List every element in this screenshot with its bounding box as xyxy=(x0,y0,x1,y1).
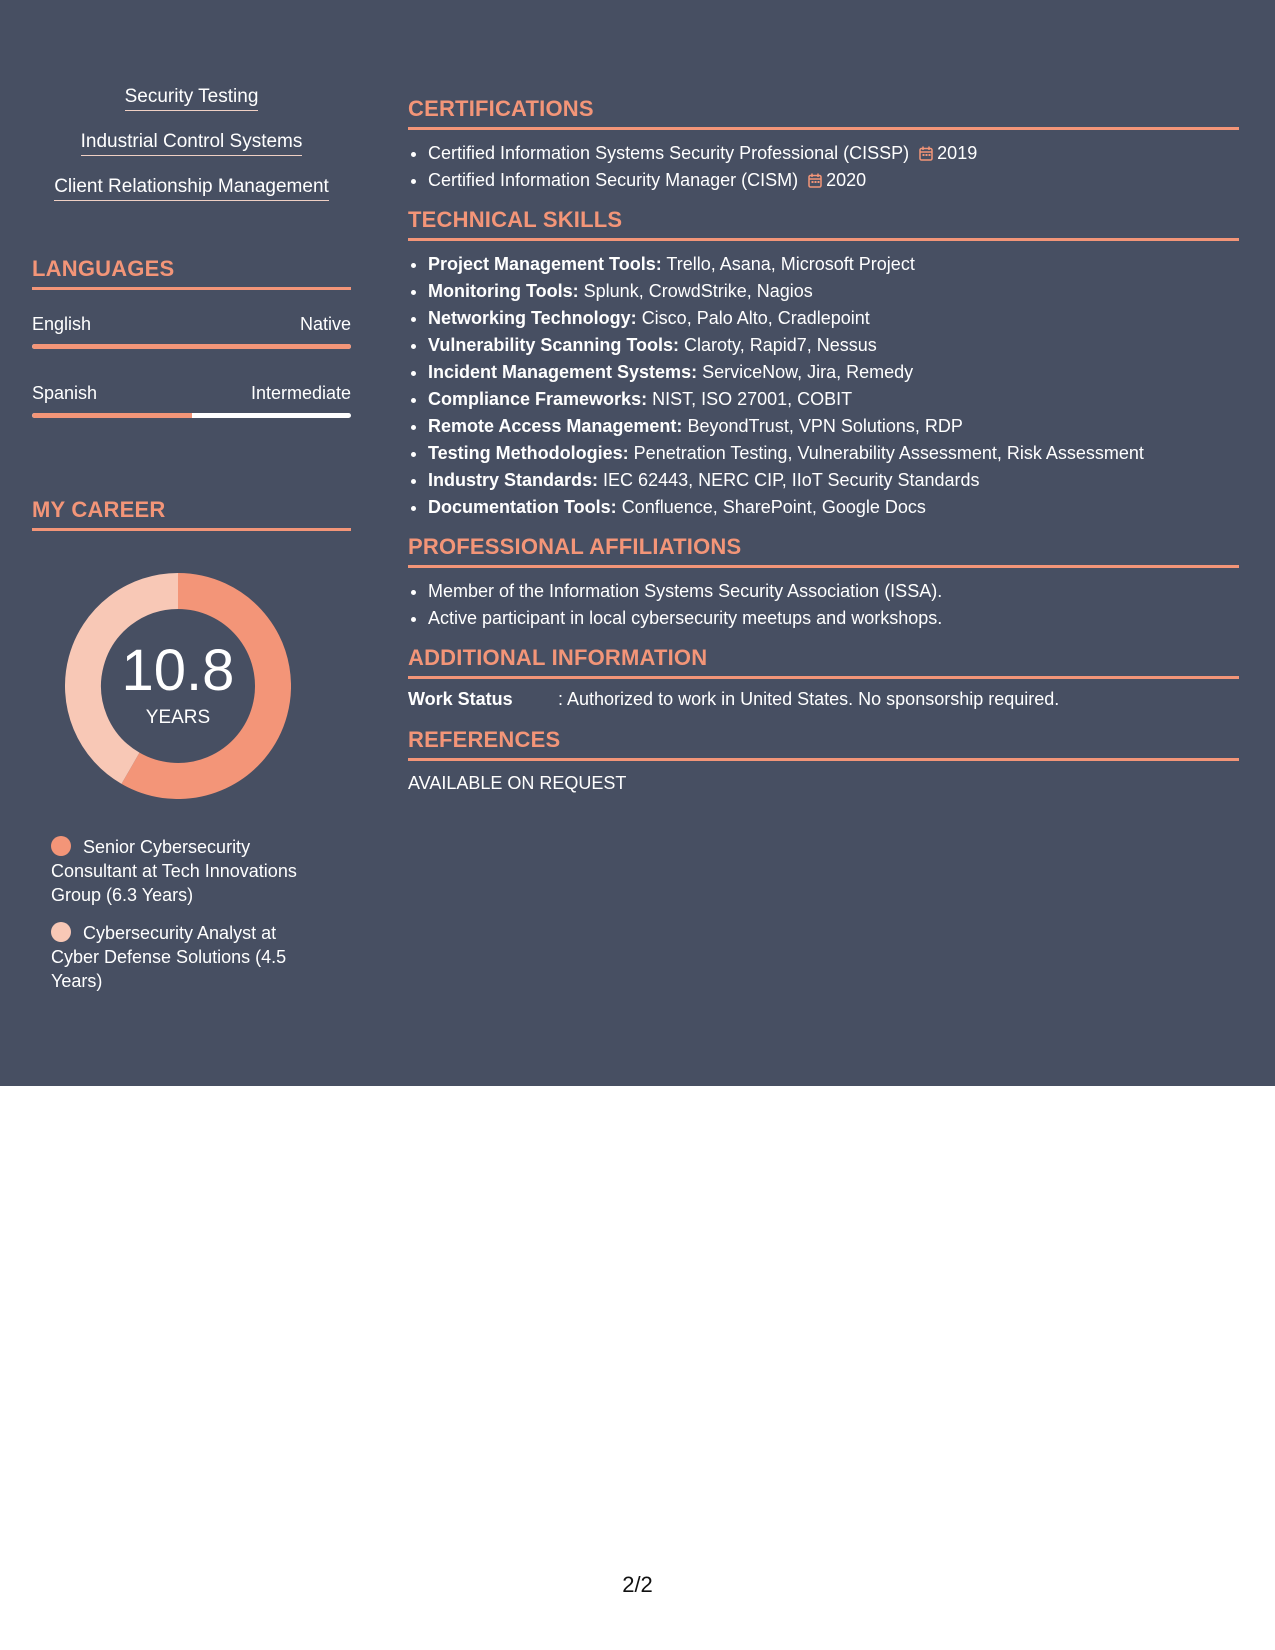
certifications-section xyxy=(408,96,1239,194)
technical-skill-item xyxy=(428,386,1239,413)
skill-tag: Security Testing xyxy=(125,86,259,111)
certification-name: Certified Information Systems Security Professional (CISSP) xyxy=(428,143,910,163)
skill-value: ServiceNow, Jira, Remedy xyxy=(702,362,914,382)
language-bar xyxy=(32,413,351,418)
career-total: 10.8 xyxy=(121,638,235,703)
calendar-icon xyxy=(808,173,822,188)
work-status-label: Work Status xyxy=(408,689,513,709)
technical-skill-item xyxy=(428,251,1239,278)
skill-label: Vulnerability Scanning Tools: xyxy=(428,335,680,355)
language-bar-fill xyxy=(32,413,192,418)
references-title: REFERENCES xyxy=(408,727,1239,761)
languages-section xyxy=(32,256,351,403)
skill-tags xyxy=(32,86,351,221)
legend-dot xyxy=(51,922,71,942)
language-bar-fill xyxy=(32,344,351,349)
skill-label: Remote Access Management: xyxy=(428,416,683,436)
skill-tag: Client Relationship Management xyxy=(54,176,329,201)
work-status-row xyxy=(408,689,1239,713)
skill-value: Confluence, SharePoint, Google Docs xyxy=(621,497,926,517)
certification-item xyxy=(428,167,1239,194)
additional-info-title: ADDITIONAL INFORMATION xyxy=(408,645,1239,679)
skill-value: IEC 62443, NERC CIP, IIoT Security Standards xyxy=(603,470,980,490)
technical-skill-item xyxy=(428,305,1239,332)
certification-year: 2020 xyxy=(826,170,867,190)
skill-value: Trello, Asana, Microsoft Project xyxy=(666,254,915,274)
career-section xyxy=(32,497,351,991)
language-level: Native xyxy=(299,314,351,334)
certification-name: Certified Information Security Manager (CISM) xyxy=(428,170,799,190)
technical-skills-section xyxy=(408,207,1239,521)
affiliations-title: PROFESSIONAL AFFILIATIONS xyxy=(408,534,1239,568)
affiliations-section xyxy=(408,534,1239,632)
skill-value: Penetration Testing, Vulnerability Assessment, Risk Assessment xyxy=(633,443,1144,463)
calendar-icon xyxy=(919,146,933,161)
legend-label: Senior Cybersecurity Consultant at Tech Innovations Group (6.3 Years) xyxy=(51,837,297,905)
references-value: AVAILABLE ON REQUEST xyxy=(408,773,627,793)
technical-skill-item xyxy=(428,467,1239,494)
technical-skills-title: TECHNICAL SKILLS xyxy=(408,207,1239,241)
technical-skill-item xyxy=(428,413,1239,440)
technical-skills-list xyxy=(408,251,1239,521)
affiliation-item: • Active participant in local cybersecurity meetups and workshops. xyxy=(428,605,1239,632)
additional-info-section xyxy=(408,645,1239,713)
career-legend-item xyxy=(51,835,321,907)
technical-skill-item xyxy=(428,494,1239,521)
career-donut-label xyxy=(65,573,291,799)
skill-label: Compliance Frameworks: xyxy=(428,389,648,409)
language-bar xyxy=(32,344,351,349)
certification-year: 2019 xyxy=(937,143,978,163)
language-level: Intermediate xyxy=(250,383,351,403)
languages-title: LANGUAGES xyxy=(32,256,351,290)
skill-label: Networking Technology: xyxy=(428,308,637,328)
skill-value: Splunk, CrowdStrike, Nagios xyxy=(583,281,813,301)
skill-label: Industry Standards: xyxy=(428,470,599,490)
page-number: 2/2 xyxy=(622,1572,653,1597)
career-legend-item xyxy=(51,921,321,993)
legend-dot xyxy=(51,836,71,856)
skill-value: NIST, ISO 27001, COBIT xyxy=(652,389,853,409)
affiliations-list xyxy=(408,578,1239,632)
skill-label: Incident Management Systems: xyxy=(428,362,698,382)
skill-label: Monitoring Tools: xyxy=(428,281,579,301)
language-name: Spanish xyxy=(32,383,98,403)
career-title: MY CAREER xyxy=(32,497,351,531)
skill-value: Claroty, Rapid7, Nessus xyxy=(684,335,877,355)
certifications-title: CERTIFICATIONS xyxy=(408,96,1239,130)
skill-value: Cisco, Palo Alto, Cradlepoint xyxy=(641,308,870,328)
skill-value: BeyondTrust, VPN Solutions, RDP xyxy=(687,416,963,436)
skill-label: Testing Methodologies: xyxy=(428,443,629,463)
career-unit: YEARS xyxy=(145,707,211,728)
work-status-value: : Authorized to work in United States. No sponsorship required. xyxy=(558,689,1060,709)
skill-label: Documentation Tools: xyxy=(428,497,617,517)
skill-tag: Industrial Control Systems xyxy=(81,131,303,156)
skill-label: Project Management Tools: xyxy=(428,254,662,274)
technical-skill-item xyxy=(428,359,1239,386)
technical-skill-item xyxy=(428,440,1239,467)
technical-skill-item xyxy=(428,278,1239,305)
language-name: English xyxy=(32,314,92,334)
certification-item xyxy=(428,140,1239,167)
technical-skill-item xyxy=(428,332,1239,359)
affiliation-item: • Member of the Information Systems Security Association (ISSA). xyxy=(428,578,1239,605)
legend-label: Cybersecurity Analyst at Cyber Defense Solutions (4.5 Years) xyxy=(51,923,287,991)
references-section xyxy=(408,727,1239,794)
certifications-list xyxy=(408,140,1239,194)
